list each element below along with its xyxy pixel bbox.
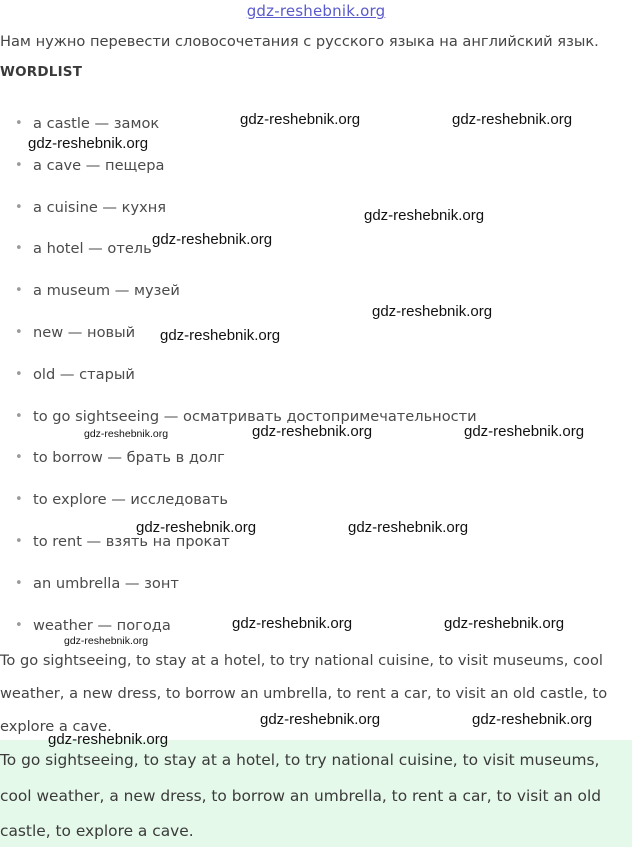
bullet-icon: • (15, 617, 23, 633)
list-item: • weather — погода (0, 615, 477, 657)
bullet-icon: • (15, 366, 23, 382)
bullet-icon: • (15, 575, 23, 591)
watermark: gdz-reshebnik.org (64, 635, 149, 647)
answer-box (0, 740, 632, 847)
watermark: gdz-reshebnik.org (28, 135, 149, 152)
list-item: • to rent — взять на прокат (0, 531, 477, 573)
list-item: • a castle — замок (0, 113, 477, 155)
intro-text: Нам нужно перевести словосочетания с русского языка на английский язык. (0, 33, 599, 50)
list-item: • an umbrella — зонт (0, 573, 477, 615)
watermark: gdz-reshebnik.org (464, 423, 585, 440)
bullet-icon: • (15, 283, 23, 299)
bullet-icon: • (15, 533, 23, 549)
watermark: gdz-reshebnik.org (364, 207, 485, 224)
watermark: gdz-reshebnik.org (444, 615, 565, 632)
list-item: • to go sightseeing — осматривать достопримечательности (0, 406, 477, 448)
answer-text: To go sightseeing, to stay at a hotel, to try national cuisine, to visit museums, cool weather, a new dress, to borrow an umbrella, to rent a car, to visit an old castle, to explore a cave. (0, 751, 601, 840)
watermark: gdz-reshebnik.org (136, 519, 257, 536)
watermark: gdz-reshebnik.org (452, 111, 573, 128)
bullet-icon: • (15, 116, 23, 131)
watermark: gdz-reshebnik.org (252, 423, 373, 440)
watermark: gdz-reshebnik.org (472, 711, 593, 728)
watermark: gdz-reshebnik.org (152, 231, 273, 248)
wordlist (0, 113, 477, 656)
list-item: • a cave — пещера (0, 155, 477, 197)
list-item: • old — старый (0, 364, 477, 406)
task-text: To go sightseeing, to stay at a hotel, to try national cuisine, to visit museums, cool weather, a new dress, to borrow an umbrella, to rent a car, to visit an old castle, to explore a cave. (0, 652, 608, 735)
list-item: • a museum — музей (0, 280, 477, 322)
watermark: gdz-reshebnik.org (240, 111, 361, 128)
bullet-icon: • (15, 157, 23, 173)
bullet-icon: • (15, 450, 23, 466)
list-item: • a hotel — отель (0, 238, 477, 280)
watermark: gdz-reshebnik.org (260, 711, 381, 728)
watermark: gdz-reshebnik.org (84, 428, 169, 440)
list-item: • to borrow — брать в долг (0, 447, 477, 489)
list-item: • to explore — исследовать (0, 489, 477, 531)
bullet-icon: • (15, 241, 23, 257)
site-title[interactable]: gdz-reshebnik.org (246, 2, 386, 20)
watermark: gdz-reshebnik.org (232, 615, 353, 632)
bullet-icon: • (15, 199, 23, 215)
bullet-icon: • (15, 408, 23, 424)
wordlist-heading: WORDLIST (0, 64, 83, 80)
watermark: gdz-reshebnik.org (160, 327, 281, 344)
list-item: • new — новый (0, 322, 477, 364)
watermark: gdz-reshebnik.org (348, 519, 469, 536)
bullet-icon: • (15, 492, 23, 508)
watermark: gdz-reshebnik.org (372, 303, 493, 320)
list-item: • a cuisine — кухня (0, 197, 477, 239)
watermark: gdz-reshebnik.org (48, 731, 169, 748)
bullet-icon: • (15, 324, 23, 340)
